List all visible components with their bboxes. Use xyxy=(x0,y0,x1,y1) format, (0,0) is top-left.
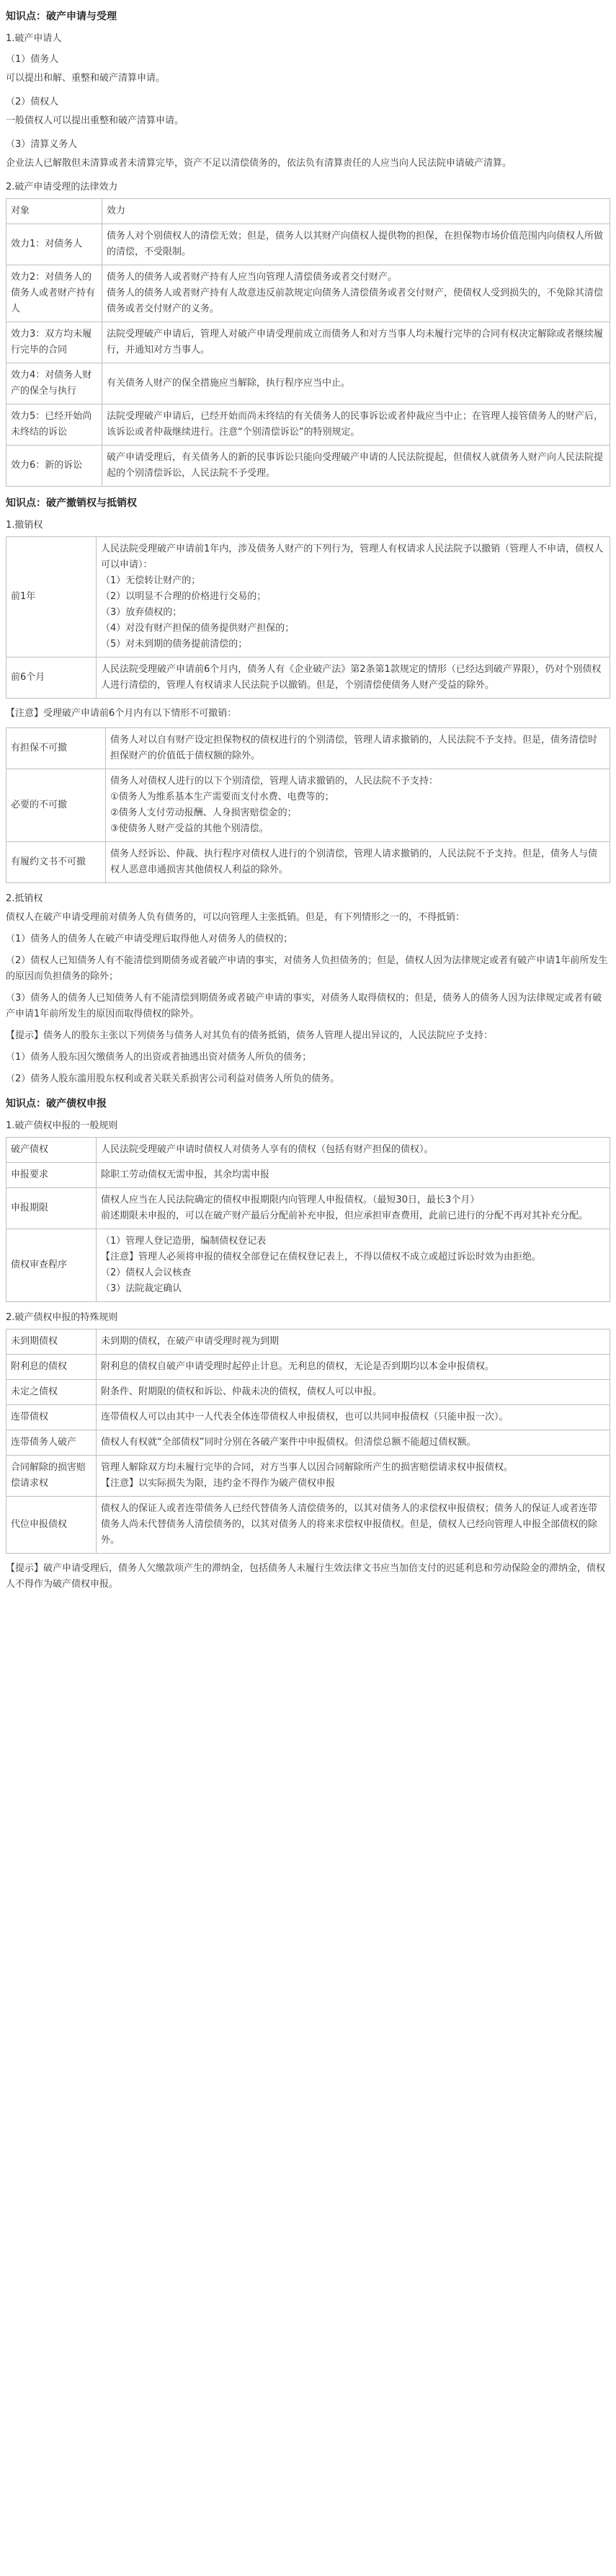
paragraph: 可以提出和解、重整和破产清算申请。 xyxy=(6,73,166,84)
row-label: 有履约文书不可撤 xyxy=(6,842,106,883)
row-content xyxy=(97,1405,610,1430)
row-content xyxy=(97,1380,610,1405)
content-line: 法院受理破产申请后，已经开始而尚未终结的有关债务人的民事诉讼或者仲裁应当中止；在管理人接管债务人的财产后，该诉讼或者仲裁继续进行。注意“个别清偿诉讼”的特别规定。 xyxy=(107,411,604,438)
table-row xyxy=(6,1229,610,1302)
row-content xyxy=(97,1163,610,1188)
content-line: 连带债权人可以由其中一人代表全体连带债权人申报债权，也可以共同申报债权（只能申报一次）。 xyxy=(101,1412,509,1422)
content-line: 【注意】以实际损失为限，违约金不得作为破产债权申报 xyxy=(101,1478,336,1489)
row-label: 必要的不可撤 xyxy=(6,769,106,842)
content-line: 未到期的债权，在破产申请受理时视为到期 xyxy=(101,1336,280,1347)
content-line: 债权人有权就“全部债权”同时分别在各破产案件中申报债权。但清偿总额不能超过债权额。 xyxy=(101,1437,476,1448)
row-label: 附利息的债权 xyxy=(6,1355,97,1380)
row-label: 效力5：已经开始尚未终结的诉讼 xyxy=(6,404,102,446)
content-line: ①债务人为维系基本生产需要而支付水费、电费等的； xyxy=(110,792,334,802)
content-line: 债务人对债权人进行的以下个别清偿，管理人请求撤销的，人民法院不予支持： xyxy=(110,776,439,787)
row-content xyxy=(97,1329,610,1355)
content-line: 债权人的保证人或者连带债务人已经代替债务人清偿债务的，以其对债务人的求偿权申报债权；债务人的保证人或者连带债务人尚未代替债务人清偿债务的，以其对债务人的将来求偿权申报债权。但是，债权人已经向管理人申报全部债权的除外。 xyxy=(101,1503,598,1546)
claim-general-table xyxy=(6,1137,610,1302)
row-content xyxy=(97,1355,610,1380)
subheading: 2.破产债权申报的特殊规则 xyxy=(6,1312,118,1323)
table-row xyxy=(6,1430,610,1456)
row-content xyxy=(97,658,610,699)
row-label: 前1年 xyxy=(6,537,97,658)
table-row xyxy=(6,404,610,446)
content-line: 破产申请受理后，有关债务人的新的民事诉讼只能向受理破产申请的人民法院提起，但债权人就债务人财产向人民法院提起的个别清偿诉讼，人民法院不予受理。 xyxy=(107,452,604,479)
row-content xyxy=(97,1456,610,1497)
effects-table-body xyxy=(6,224,610,487)
paragraph: （3）债务人的债务人已知债务人有不能清偿到期债务或者破产申请的事实，对债务人取得债权的；但是，债务人的债务人因为法律规定或者有破产申请1年前所发生的原因而取得债权的除外。 xyxy=(6,993,602,1019)
table-row xyxy=(6,1138,610,1163)
row-content xyxy=(97,1430,610,1456)
row-label: 有担保不可撤 xyxy=(6,728,106,769)
row-content xyxy=(102,322,610,363)
row-label: 未到期债权 xyxy=(6,1329,97,1355)
row-label: 效力1：对债务人 xyxy=(6,224,102,265)
paragraph: （1）债务人股东因欠缴债务人的出资或者抽逃出资对债务人所负的债务； xyxy=(6,1052,312,1063)
content-line: （4）对没有财产担保的债务提供财产担保的； xyxy=(101,623,295,634)
content-line: （5）对未到期的债务提前清偿的； xyxy=(101,639,248,650)
tip: 【提示】破产申请受理后，债务人欠缴款项产生的滞纳金，包括债务人未履行生效法律文书应当加倍支付的迟延利息和劳动保险金的滞纳金，债权人不得作为破产债权申报。 xyxy=(6,1563,606,1590)
table-row xyxy=(6,1329,610,1355)
content-line: （2）以明显不合理的价格进行交易的； xyxy=(101,591,267,602)
non-revocable-table-body xyxy=(6,728,610,883)
section-title: 知识点：破产撤销权与抵销权 xyxy=(6,497,137,509)
revocation-table xyxy=(6,536,610,699)
row-content xyxy=(97,1138,610,1163)
subheading: （2）债权人 xyxy=(6,97,59,107)
claim-general-table-body xyxy=(6,1138,610,1302)
content-line: 债务人对以自有财产设定担保物权的债权进行的个别清偿，管理人请求撤销的，人民法院不予支持。但是，债务清偿时担保财产的价值低于债权额的除外。 xyxy=(110,735,598,761)
header-cell: 对象 xyxy=(6,199,102,224)
row-label: 破产债权 xyxy=(6,1138,97,1163)
content-line: 附利息的债权自破产申请受理时起停止计息。无利息的债权，无论是否到期均以本金申报债权。 xyxy=(101,1361,495,1372)
table-row xyxy=(6,322,610,363)
document-page xyxy=(0,9,616,1593)
row-label: 申报期限 xyxy=(6,1188,97,1229)
content-line: 债权人应当在人民法院确定的债权申报期限内向管理人申报债权。（最短30日，最长3个月） xyxy=(101,1195,480,1205)
table-row xyxy=(6,224,610,265)
content-line: 管理人解除双方均未履行完毕的合同，对方当事人以因合同解除所产生的损害赔偿请求权申报债权。 xyxy=(101,1462,514,1473)
claim-special-table-body xyxy=(6,1329,610,1554)
row-content xyxy=(106,728,610,769)
row-label: 效力2：对债务人的债务人或者财产持有人 xyxy=(6,265,102,322)
table-row xyxy=(6,265,610,322)
subheading: （3）清算义务人 xyxy=(6,139,78,150)
row-label: 未定之债权 xyxy=(6,1380,97,1405)
content-line: 前述期限未申报的，可以在破产财产最后分配前补充申报，但应承担审查费用，此前已进行的分配不再对其补充分配。 xyxy=(101,1210,589,1221)
table-row xyxy=(6,842,610,883)
subheading: 1.破产申请人 xyxy=(6,33,62,44)
tip: 【提示】债务人的股东主张以下列债务与债务人对其负有的债务抵销，债务人管理人提出异议的，人民法院应予支持： xyxy=(6,1030,494,1041)
content-line: ②债务人支付劳动报酬、人身损害赔偿金的； xyxy=(110,807,297,818)
row-label: 代位申报债权 xyxy=(6,1497,97,1554)
content-line: 附条件、附期限的债权和诉讼、仲裁未决的债权，债权人可以申报。 xyxy=(101,1386,383,1397)
row-content xyxy=(106,842,610,883)
content-line: （1）管理人登记造册，编制债权登记表 xyxy=(101,1236,267,1247)
revocation-table-body xyxy=(6,537,610,699)
row-label: 合同解除的损害赔偿请求权 xyxy=(6,1456,97,1497)
content-line: （3）法院裁定确认 xyxy=(101,1283,182,1294)
content-line: 有关债务人财产的保全措施应当解除，执行程序应当中止。 xyxy=(107,378,351,389)
effects-table xyxy=(6,198,610,487)
header-cell: 效力 xyxy=(102,199,610,224)
row-content xyxy=(102,404,610,446)
paragraph: （1）债务人的债务人在破产申请受理后取得他人对债务人的债权的； xyxy=(6,934,293,944)
row-content xyxy=(97,1188,610,1229)
claim-special-table xyxy=(6,1329,610,1554)
subheading: 1.破产债权申报的一般规则 xyxy=(6,1120,118,1131)
content-line: 人民法院受理破产申请时债权人对债务人享有的债权（包括有财产担保的债权）。 xyxy=(101,1144,434,1155)
table-row xyxy=(6,537,610,658)
row-content xyxy=(97,537,610,658)
table-header-row xyxy=(6,199,610,224)
content-line: 债务人的债务人或者财产持有人故意违反前款规定向债务人清偿债务或者交付财产，使债权人受到损失的，不免除其清偿债务或者交付财产的义务。 xyxy=(107,288,604,314)
section-title: 知识点：破产债权申报 xyxy=(6,1098,107,1110)
non-revocable-table xyxy=(6,727,610,883)
content-line: （3）放弃债权的； xyxy=(101,607,182,618)
table-row xyxy=(6,658,610,699)
row-label: 效力4：对债务人财产的保全与执行 xyxy=(6,363,102,404)
paragraph: 企业法人已解散但未清算或者未清算完毕，资产不足以清偿债务的，依法负有清算责任的人应当向人民法院申请破产清算。 xyxy=(6,158,512,169)
content-line: 人民法院受理破产申请前6个月内，债务人有《企业破产法》第2条第1款规定的情形（已经达到破产界限），仍对个别债权人进行清偿的，管理人有权请求人民法院予以撤销。但是，个别清偿使债务人财产受益的除外。 xyxy=(101,664,602,691)
table-row xyxy=(6,446,610,487)
paragraph: 一般债权人可以提出重整和破产清算申请。 xyxy=(6,115,184,126)
content-line: （1）无偿转让财产的； xyxy=(101,575,201,586)
table-row xyxy=(6,1163,610,1188)
content-line: ③使债务人财产受益的其他个别清偿。 xyxy=(110,823,269,834)
row-content xyxy=(102,363,610,404)
row-content xyxy=(97,1229,610,1302)
table-row xyxy=(6,1405,610,1430)
table-row xyxy=(6,1380,610,1405)
row-label: 效力3：双方均未履行完毕的合同 xyxy=(6,322,102,363)
content-line: 债务人经诉讼、仲裁、执行程序对债权人进行的个别清偿，管理人请求撤销的，人民法院不予支持。但是，债务人与债权人恶意串通损害其他债权人利益的除外。 xyxy=(110,849,598,875)
content-line: 【注意】管理人必须将申报的债权全部登记在债权登记表上，不得以债权不成立或超过诉讼时效为由拒绝。 xyxy=(101,1252,542,1262)
subheading: 2.抵销权 xyxy=(6,893,43,904)
table-row xyxy=(6,363,610,404)
row-content xyxy=(102,265,610,322)
subheading: 1.撤销权 xyxy=(6,520,43,531)
content-line: 人民法院受理破产申请前1年内，涉及债务人财产的下列行为，管理人有权请求人民法院予以撤销（管理人不申请，债权人可以申请）： xyxy=(101,544,604,570)
row-label: 效力6：新的诉讼 xyxy=(6,446,102,487)
row-label: 前6个月 xyxy=(6,658,97,699)
row-content xyxy=(102,446,610,487)
row-label: 申报要求 xyxy=(6,1163,97,1188)
content-line: （2）债权人会议核查 xyxy=(101,1267,192,1278)
row-content xyxy=(106,769,610,842)
table-row xyxy=(6,1456,610,1497)
paragraph: （2）债权人已知债务人有不能清偿到期债务或者破产申请的事实，对债务人负担债务的；但是，债权人因为法律规定或者有破产申请1年前所发生的原因而负担债务的除外； xyxy=(6,955,608,982)
row-content xyxy=(97,1497,610,1554)
row-label: 连带债务人破产 xyxy=(6,1430,97,1456)
table-row xyxy=(6,728,610,769)
content-line: 债务人对个别债权人的清偿无效；但是，债务人以其财产向债权人提供物的担保，在担保物市场价值范围内向债权人所做的清偿，不受限制。 xyxy=(107,231,604,257)
section-title: 知识点：破产申请与受理 xyxy=(6,11,117,22)
table-row xyxy=(6,1355,610,1380)
note: 【注意】受理破产申请前6个月内有以下情形不可撤销： xyxy=(6,708,237,719)
row-content xyxy=(102,224,610,265)
row-label: 连带债权 xyxy=(6,1405,97,1430)
table-row xyxy=(6,1497,610,1554)
paragraph: 债权人在破产申请受理前对债务人负有债务的，可以向管理人主张抵销。但是，有下列情形之一的，不得抵销： xyxy=(6,912,465,923)
table-row xyxy=(6,1188,610,1229)
subheading: 2.破产申请受理的法律效力 xyxy=(6,182,118,192)
subheading: （1）债务人 xyxy=(6,54,59,65)
paragraph: （2）债务人股东滥用股东权利或者关联关系损害公司利益对债务人所负的债务。 xyxy=(6,1074,340,1084)
row-label: 债权审查程序 xyxy=(6,1229,97,1302)
content-line: 法院受理破产申请后，管理人对破产申请受理前成立而债务人和对方当事人均未履行完毕的合同有权决定解除或者继续履行，并通知对方当事人。 xyxy=(107,329,604,355)
content-line: 债务人的债务人或者财产持有人应当向管理人清偿债务或者交付财产。 xyxy=(107,272,398,283)
table-row xyxy=(6,769,610,842)
content-line: 除职工劳动债权无需申报，其余均需申报 xyxy=(101,1169,270,1180)
